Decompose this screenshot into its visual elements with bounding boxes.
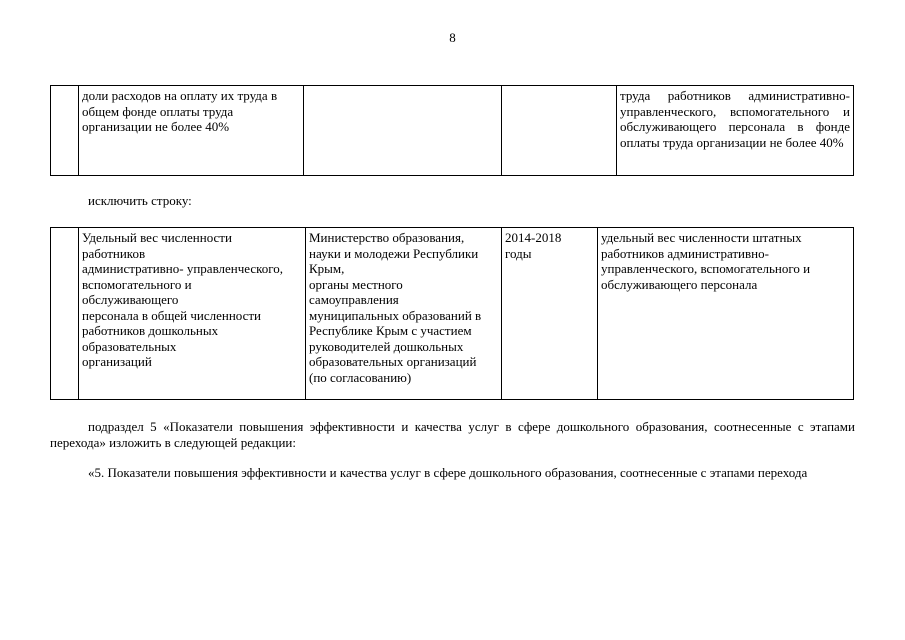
- table-row: [51, 86, 854, 176]
- page-number: 8: [449, 30, 456, 45]
- instruction-exclude-row: исключить строку:: [88, 193, 192, 208]
- continued-table: [50, 85, 854, 176]
- table-cell-period: 2014-2018 годы: [502, 228, 598, 400]
- table-cell-result: удельный вес численности штатных работников административно- управленческого, вспомогательного и обслуживающего персонала: [598, 228, 854, 400]
- subsection-paragraph: подраздел 5 «Показатели повышения эффективности и качества услуг в сфере дошкольного образования, соотнесенные с этапами перехода» изложить в следующей редакции:: [50, 419, 855, 450]
- table-cell-number: [51, 228, 79, 400]
- table-cell-result: труда работников административно-управленческого, вспомогательного и обслуживающего персонала в фонде оплаты труда организации не более 40%: [617, 86, 854, 176]
- table-cell-responsible: [304, 86, 502, 176]
- table-row: [51, 228, 854, 400]
- table-cell-number: [51, 86, 79, 176]
- section-heading: «5. Показатели повышения эффективности и качества услуг в сфере дошкольного образования, соотнесенные с этапами перехода: [88, 465, 808, 480]
- table-cell-indicator: Удельный вес численности работников административно- управленческого, вспомогательного и обслуживающего персонала в общей численности работников дошкольных образовательных организаций: [79, 228, 306, 400]
- excluded-row-table: [50, 227, 854, 400]
- table-cell-responsible: Министерство образования, науки и молодежи Республики Крым, органы местного самоуправления муниципальных образований в Республике Крым с участием руководителей дошкольных образовательных организаций (по согласованию): [306, 228, 502, 400]
- table-cell-indicator: доли расходов на оплату их труда в общем фонде оплаты труда организации не более 40%: [79, 86, 304, 176]
- table-cell-period: [502, 86, 617, 176]
